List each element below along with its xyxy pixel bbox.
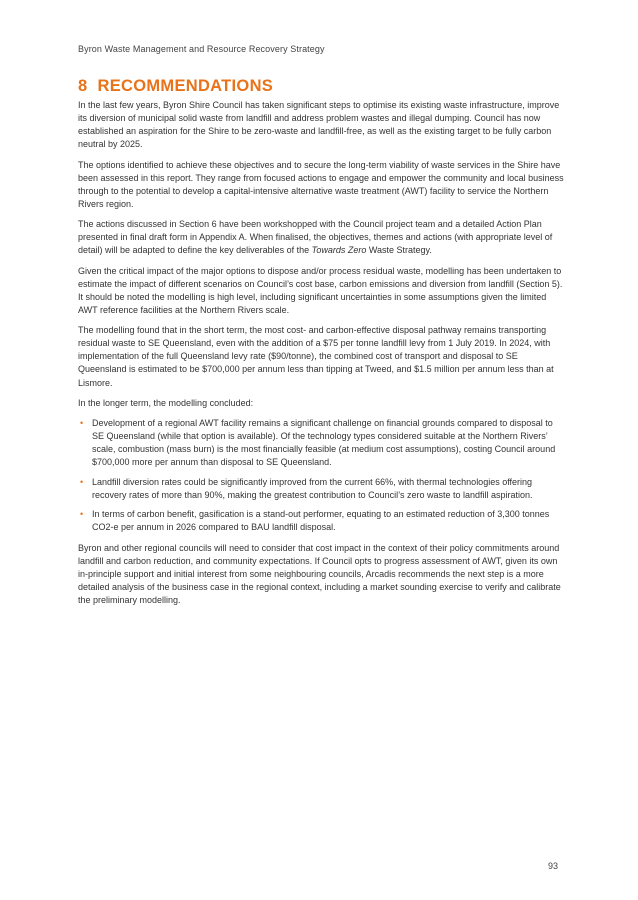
strategy-name-italic: Towards Zero [311, 245, 367, 256]
paragraph-text: Waste Strategy. [366, 245, 432, 256]
running-header: Byron Waste Management and Resource Recovery Strategy [78, 44, 325, 54]
closing-paragraph: Byron and other regional councils will need to consider that cost impact in the context of their policy commitments around landfill and carbon reduction, and community expectations. If Council opts to progress assessment of AWT, given its own in-principle support and initial interest from some neighbouring councils, Arcadis recommends the next step is a more detailed analysis of the business case in the regional context, including a market sounding exercise to verify and calibrate the preliminary modelling. [78, 542, 561, 605]
paragraph [78, 218, 564, 257]
conclusions-list [78, 417, 564, 534]
list-item [78, 476, 564, 502]
list-item [78, 417, 564, 469]
list-item-text: Landfill diversion rates could be significantly improved from the current 66%, with thermal technologies offering recovery rates of more than 90%, making the greatest contribution to Council’s zero waste to landfill aspiration. [92, 476, 533, 500]
bullet-icon: • [80, 509, 84, 520]
paragraph-text: The actions discussed in Section 6 have been workshopped with the Council project team and a detailed Action Plan presented in final draft form in Appendix A. When finalised, the objectives, themes and actions (with appropriate level of detail) will be adapted to define the key deliverables of the [78, 219, 553, 256]
bullet-icon: • [80, 418, 84, 429]
list-item [78, 508, 564, 534]
section-number: 8 [78, 77, 88, 95]
bullet-icon: • [80, 476, 84, 487]
section-title: RECOMMENDATIONS [97, 77, 274, 95]
paragraph: The options identified to achieve these objectives and to secure the long-term viability of waste services in the Shire have been assessed in this report. They range from focused actions to engage and empower the community and local business through to the potential to develop a capital-intensive alternative waste treatment (AWT) facility to service the Northern Rivers region. [78, 159, 564, 209]
paragraph: The modelling found that in the short term, the most cost- and carbon-effective disposal pathway remains transporting residual waste to SE Queensland, even with the addition of a $75 per tonne landfill levy from 1 July 2019. In 2024, with implementation of the full Queensland levy rate ($90/tonne), the combined cost of transport and disposal to SE Queensland is estimated to be $700,000 per annum less than tipping at Tweed, and $1.5 million per annum less than at Lismore. [78, 325, 554, 388]
paragraph: Given the critical impact of the major options to dispose and/or process residual waste, modelling has been undertaken to estimate the impact of different scenarios on Council’s cost base, carbon emissions and diversion from landfill (Section 5). It should be noted the modelling is high level, including significant uncertainties in some assumptions given the limited AWT reference facilities at the Northern Rivers scale. [78, 265, 563, 315]
paragraph: In the last few years, Byron Shire Council has taken significant steps to optimise its existing waste infrastructure, improve its diversion of municipal solid waste from landfill and address problem wastes and illegal dumping. Council has now established an aspiration for the Shire to be zero-waste and landfill-free, as well as the existing target to be fully carbon neutral by 2025. [78, 100, 560, 150]
list-item-text: In terms of carbon benefit, gasification is a stand-out performer, equating to an estimated reduction of 3,300 tonnes CO2-e per annum in 2026 compared to BAU landfill disposal. [92, 509, 550, 533]
page-number: 93 [547, 861, 558, 871]
list-item-text: Development of a regional AWT facility remains a significant challenge on financial grounds compared to disposal to SE Queensland (while that option is available). Of the technology types considered suitable at the Northern Rivers’ scale, combustion (mass burn) is the most financially feasible (at medium cost assumptions), costing Council around $700,000 more per annum than disposal to SE Queensland. [92, 418, 556, 468]
paragraph: In the longer term, the modelling concluded: [78, 397, 254, 408]
body-text [78, 99, 564, 614]
section-heading [78, 77, 273, 96]
